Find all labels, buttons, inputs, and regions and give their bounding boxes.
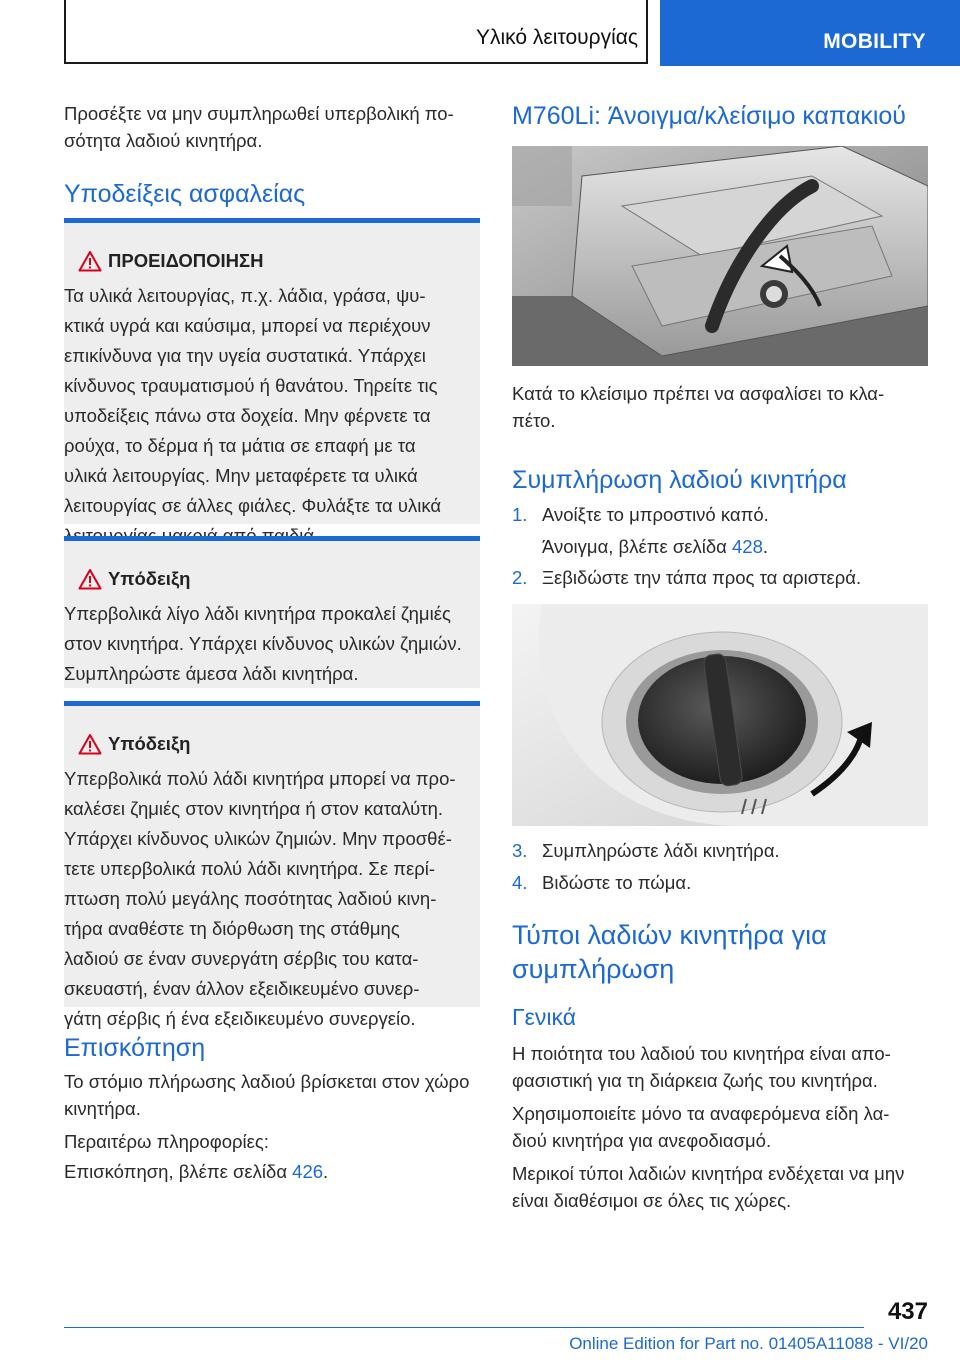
engine-bay-illustration xyxy=(512,146,928,366)
general-line: φασιστική για τη διάρκεια ζωής του κινητήρα. xyxy=(512,1070,878,1091)
step-number: 3. xyxy=(512,840,528,861)
warning-line: επικίνδυνα για την υγεία συστατικά. Υπάρχει xyxy=(64,345,426,366)
engine-bay-photo xyxy=(512,146,928,366)
header-section-title: Υλικό λειτουργίας xyxy=(476,26,638,49)
general-paragraph xyxy=(512,1100,928,1154)
overview-page-link[interactable]: 426 xyxy=(292,1161,324,1182)
oil-types-heading xyxy=(512,918,928,986)
intro-paragraph xyxy=(64,100,480,154)
caption-line: πέτο. xyxy=(512,410,556,431)
overview-paragraph xyxy=(64,1068,480,1122)
intro-line: Προσέξτε να μην συμπληρωθεί υπερβολική πο- xyxy=(64,103,454,124)
safety-heading: Υποδείξεις ασφαλείας xyxy=(64,180,306,208)
footer-edition: Online Edition for Part no. 01405A11088 - VI/20 xyxy=(569,1334,928,1353)
step-text: Συμπληρώστε λάδι κινητήρα. xyxy=(542,840,780,861)
step-number: 2. xyxy=(512,567,528,588)
notice-line: καλέσει ζημιές στον κινητήρα ή στον καταλύτη. xyxy=(64,798,444,819)
oil-cap-photo xyxy=(512,604,928,826)
warning-box xyxy=(64,218,480,524)
notice-line: σκευαστή, έναν άλλον εξειδικευμένο συνερ- xyxy=(64,978,420,999)
general-line: είναι διαθέσιμοι σε όλες τις χώρες. xyxy=(512,1190,792,1211)
notice-line: Υπάρχει κίνδυνος υλικών ζημιών. Μην προσθέ- xyxy=(64,828,452,849)
notice-line: Υπερβολικά πολύ λάδι κινητήρα μπορεί να προ- xyxy=(64,768,456,789)
header-rule-right xyxy=(646,0,648,64)
overview-heading: Επισκόπηση xyxy=(64,1034,206,1062)
caption-line: Κατά το κλείσιμο πρέπει να ασφαλίσει το κλα- xyxy=(512,383,885,404)
step-number: 4. xyxy=(512,872,528,893)
overview-line: κινητήρα. xyxy=(64,1098,141,1119)
notice-line: Υπερβολικά λίγο λάδι κινητήρα προκαλεί ζημιές xyxy=(64,603,451,624)
overview-ref-text: Επισκόπηση, βλέπε σελίδα xyxy=(64,1161,293,1182)
general-line: Η ποιότητα του λαδιού του κινητήρα είναι απο- xyxy=(512,1043,891,1064)
step-page-link[interactable]: 428 xyxy=(732,536,763,557)
notice-line: Συμπληρώστε άμεσα λάδι κινητήρα. xyxy=(64,663,359,684)
notice-title: Υπόδειξη xyxy=(108,568,191,589)
oil-types-heading-line: Τύποι λαδιών κινητήρα για xyxy=(512,920,827,950)
overview-ref-end: . xyxy=(323,1161,329,1182)
notice-line: στον κινητήρα. Υπάρχει κίνδυνος υλικών ζημιών. xyxy=(64,633,462,654)
more-info-label: Περαιτέρω πληροφορίες: xyxy=(64,1131,269,1152)
overview-reference xyxy=(64,1158,328,1185)
warning-line: ρούχα, το δέρμα ή τα μάτια σε επαφή με τα xyxy=(64,435,416,456)
general-paragraph xyxy=(512,1040,928,1094)
warning-line: λειτουργίας σε άλλες φιάλες. Φυλάξτε τα υλικά xyxy=(64,495,442,516)
step-number: 1. xyxy=(512,504,528,525)
intro-line: σότητα λαδιού κινητήρα. xyxy=(64,130,263,151)
general-line: διού κινητήρα για ανεφοδιασμό. xyxy=(512,1130,772,1151)
step-text: Ξεβιδώστε την τάπα προς τα αριστερά. xyxy=(542,567,862,588)
general-heading: Γενικά xyxy=(512,1004,577,1030)
header-chapter-tab[interactable]: MOBILITY xyxy=(660,0,960,66)
general-line: Μερικοί τύποι λαδιών κινητήρα ενδέχεται να μην xyxy=(512,1163,905,1184)
step-ref-text: Άνοιγμα, βλέπε σελίδα xyxy=(542,536,732,557)
warning-title: ΠΡΟΕΙΔΟΠΟΙΗΣΗ xyxy=(108,250,264,271)
notice-line: τετε υπερβολικά πολύ λάδι κινητήρα. Σε περί- xyxy=(64,858,436,879)
warning-triangle-icon xyxy=(78,568,102,590)
warning-line: Τα υλικά λειτουργίας, π.χ. λάδια, γράσα, ψυ- xyxy=(64,285,426,306)
general-paragraph xyxy=(512,1160,928,1214)
warning-line: κίνδυνος τραυματισμού ή θανάτου. Τηρείτε τις xyxy=(64,375,438,396)
step-text xyxy=(542,536,768,558)
closing-caption xyxy=(512,380,928,434)
oil-types-heading-line: συμπλήρωση xyxy=(512,954,675,984)
step-text: Βιδώστε το πώμα. xyxy=(542,872,692,893)
general-line: Χρησιμοποιείτε μόνο τα αναφερόμενα είδη λα- xyxy=(512,1103,890,1124)
page-number: 437 xyxy=(887,1298,928,1325)
notice-line: γάτη σέρβις ή ένα εξειδικευμένο συνεργείο. xyxy=(64,1008,416,1029)
header-rule-bottom xyxy=(64,62,648,64)
oil-filler-cap-illustration xyxy=(512,604,928,826)
warning-line: κτικά υγρά και καύσιμα, μπορεί να περιέχουν xyxy=(64,315,431,336)
warning-text xyxy=(64,281,480,551)
notice-box-excess-oil xyxy=(64,701,480,1029)
warning-triangle-icon xyxy=(78,250,102,272)
notice-line: τήρα αναθέστε τη διόρθωση της στάθμης xyxy=(64,918,400,939)
notice-text xyxy=(64,599,480,689)
warning-line: υλικά λειτουργίας. Μην μεταφέρετε τα υλικά xyxy=(64,465,418,486)
notice-text xyxy=(64,764,480,1034)
warning-line: υποδείξεις πάνω στα δοχεία. Μην φέρνετε τα xyxy=(64,405,431,426)
overview-line: Το στόμιο πλήρωσης λαδιού βρίσκεται στον χώρο xyxy=(64,1071,470,1092)
m760li-heading: M760Li: Άνοιγμα/κλείσιμο καπακιού xyxy=(512,102,906,130)
notice-line: λαδιού σε έναν συνεργάτη σέρβις του κατα- xyxy=(64,948,419,969)
footer-rule xyxy=(64,1327,864,1328)
notice-line: πτωση πολύ μεγάλης ποσότητας λαδιού κινη- xyxy=(64,888,437,909)
step-ref-end: . xyxy=(762,536,769,557)
fill-oil-heading: Συμπλήρωση λαδιού κινητήρα xyxy=(512,466,847,494)
step-text: Ανοίξτε το μπροστινό καπό. xyxy=(542,504,769,525)
warning-triangle-icon xyxy=(78,733,102,755)
notice-title: Υπόδειξη xyxy=(108,733,191,754)
notice-box-low-oil xyxy=(64,536,480,688)
